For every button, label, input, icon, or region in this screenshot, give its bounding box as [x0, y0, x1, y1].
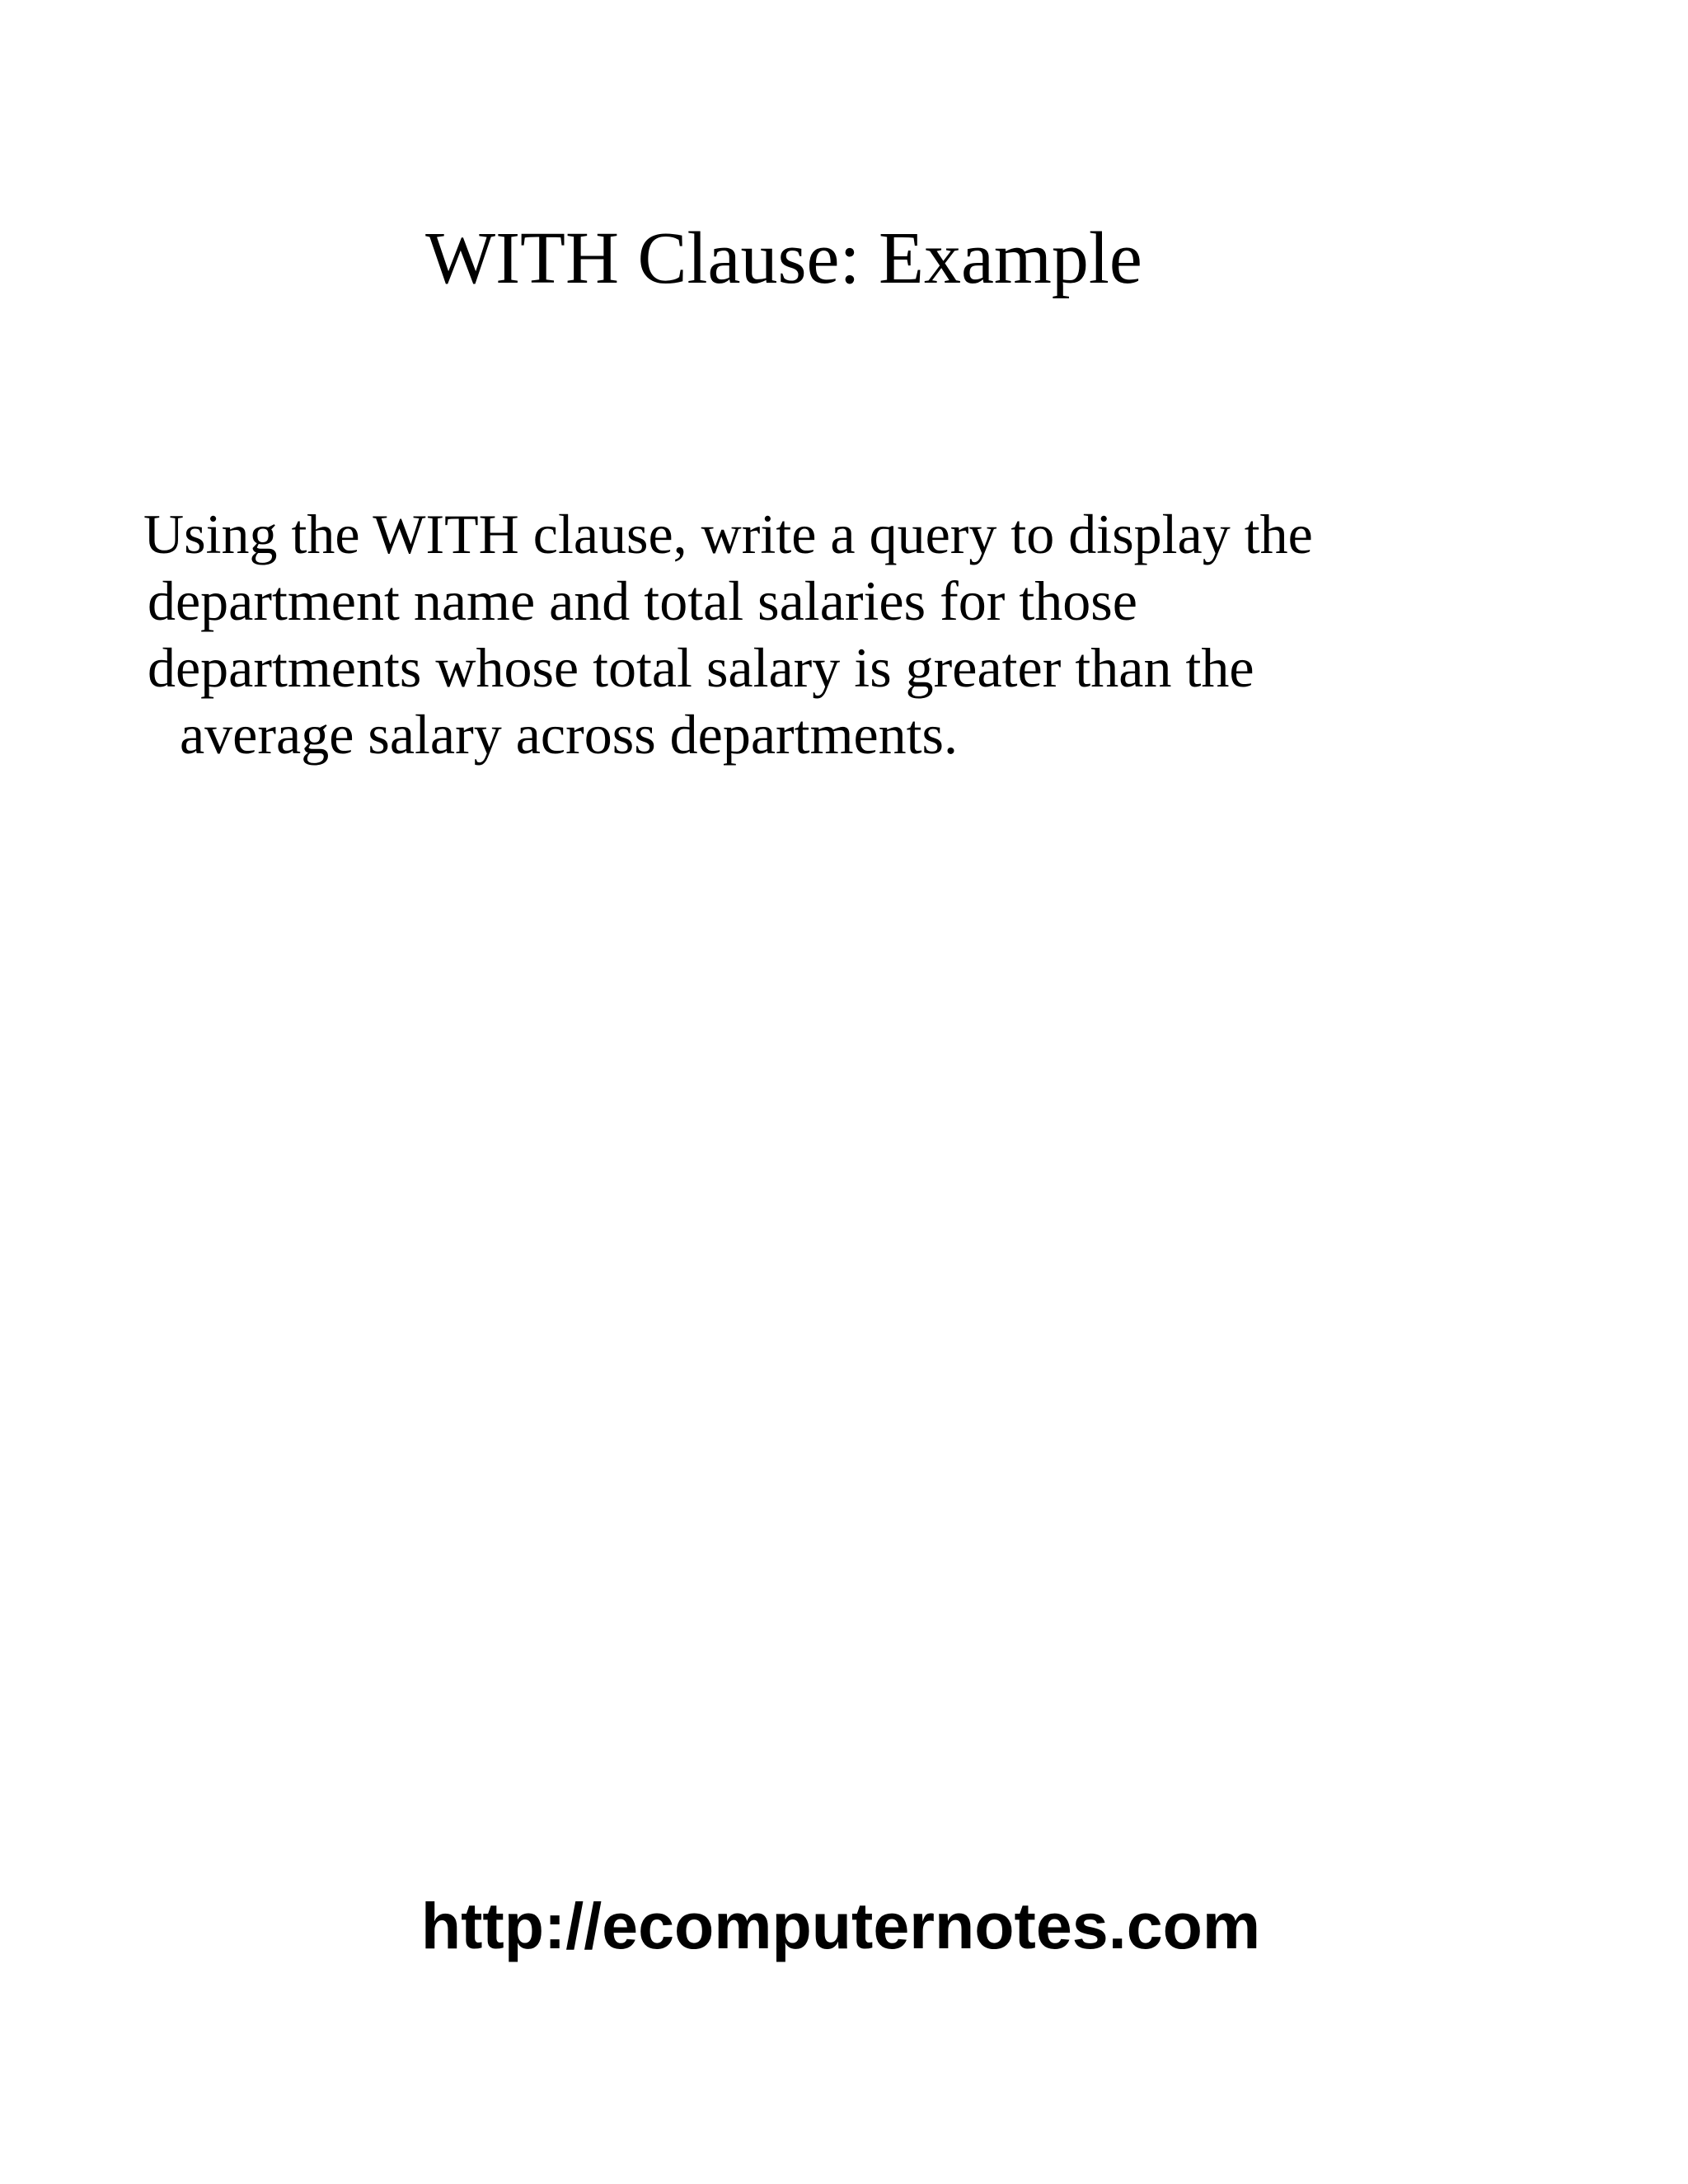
body-line-1: Using the WITH clause, write a query to display the [143, 503, 1313, 565]
slide-title: WITH Clause: Example [425, 218, 1142, 299]
body-line-4: average salary across departments. [180, 703, 958, 766]
footer-url: http://ecomputernotes.com [420, 1889, 1261, 1962]
body-line-3: departments whose total salary is greater than the [148, 636, 1254, 699]
body-line-2: department name and total salaries for those [148, 569, 1137, 632]
